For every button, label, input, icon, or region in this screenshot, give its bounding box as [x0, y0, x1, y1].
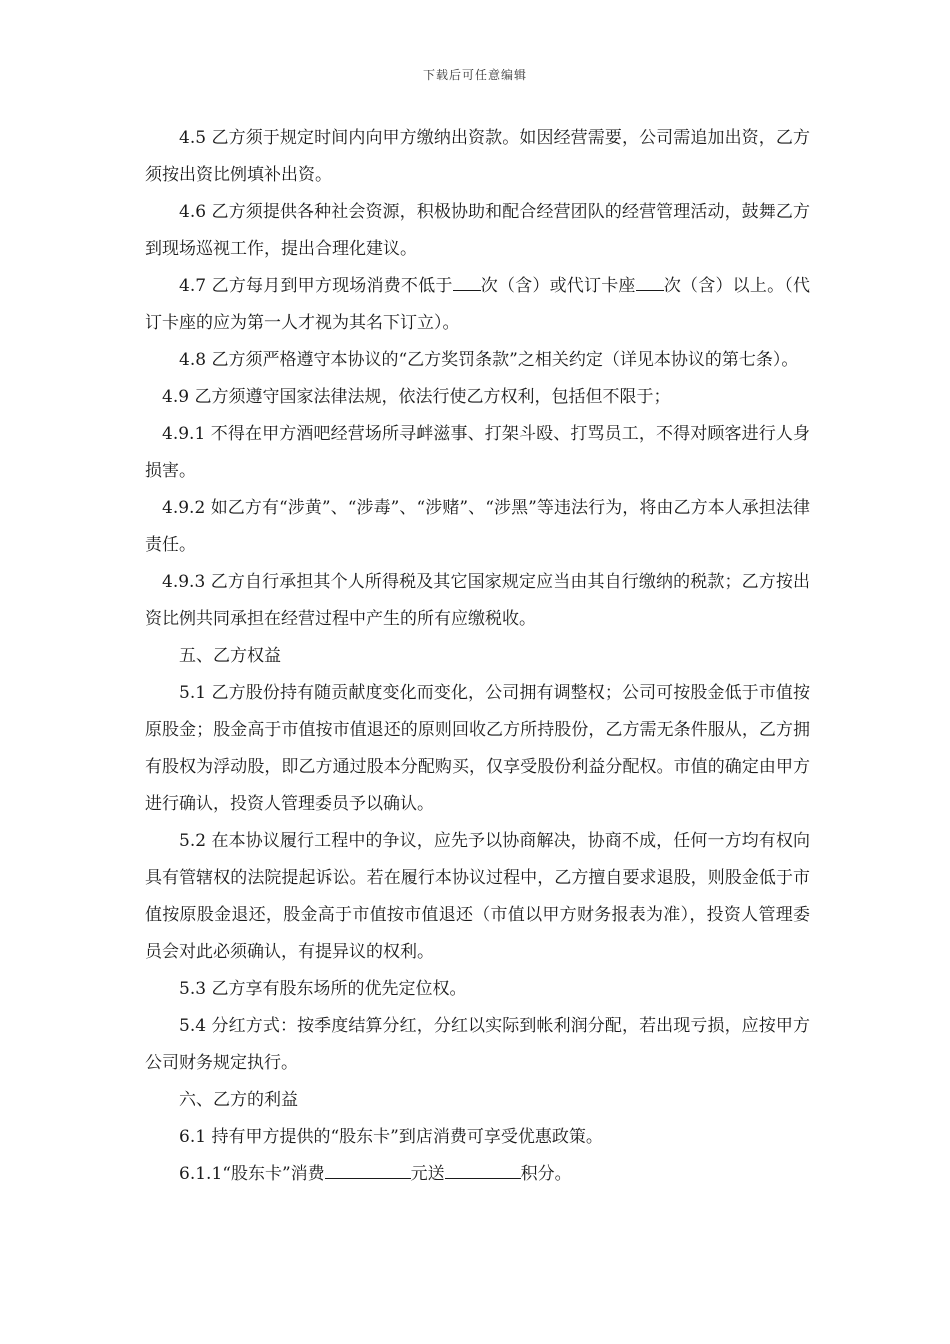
clause-5-4: 5.4 分红方式：按季度结算分红，分红以实际到帐利润分配，若出现亏损，应按甲方公司财务规定执行。	[145, 1016, 810, 1073]
blank-line	[636, 272, 664, 291]
clause-4-7-part1: 4.7 乙方每月到甲方现场消费不低于	[179, 276, 453, 296]
clause-6-1-1	[145, 1156, 810, 1193]
clause-4-9: 4.9 乙方须遵守国家法律法规，依法行使乙方权利，包括但不限于；	[162, 387, 671, 407]
clause-4-7	[145, 268, 810, 342]
clause-4-9-3: 4.9.3 乙方自行承担其个人所得税及其它国家规定应当由其自行缴纳的税款；乙方按出资比例共同承担在经营过程中产生的所有应缴税收。	[145, 572, 810, 629]
clause-6-1-1-part1: 6.1.1“股东卡”消费	[179, 1164, 325, 1184]
document-body	[145, 120, 810, 1193]
section-6-heading: 六、乙方的利益	[179, 1090, 298, 1110]
clause-5-3: 5.3 乙方享有股东场所的优先定位权。	[179, 979, 467, 999]
clause-6-1-1-part3: 积分。	[520, 1164, 572, 1184]
blank-line	[325, 1160, 411, 1179]
section-5-heading: 五、乙方权益	[179, 646, 281, 666]
clause-6-1: 6.1 持有甲方提供的“股东卡”到店消费可享受优惠政策。	[179, 1127, 603, 1147]
page-header: 下载后可任意编辑	[422, 68, 527, 82]
clause-4-9-1: 4.9.1 不得在甲方酒吧经营场所寻衅滋事、打架斗殴、打骂员工，不得对顾客进行人身损害。	[145, 424, 810, 481]
clause-4-5: 4.5 乙方须于规定时间内向甲方缴纳出资款。如因经营需要，公司需追加出资，乙方须按出资比例填补出资。	[145, 128, 810, 185]
clause-5-1: 5.1 乙方股份持有随贡献度变化而变化，公司拥有调整权；公司可按股金低于市值按原股金；股金高于市值按市值退还的原则回收乙方所持股份，乙方需无条件服从，乙方拥有股权为浮动股，即乙方通过股本分配购买，仅享受股份利益分配权。市值的确定由甲方进行确认，投资人管理委员予以确认。	[145, 683, 810, 814]
clause-6-1-1-part2: 元送	[410, 1164, 445, 1184]
clause-4-9-2: 4.9.2 如乙方有“涉黄”、“涉毒”、“涉赌”、“涉黑”等违法行为，将由乙方本人承担法律责任。	[145, 498, 810, 555]
blank-line	[453, 272, 481, 291]
clause-4-6: 4.6 乙方须提供各种社会资源，积极协助和配合经营团队的经营管理活动，鼓舞乙方到现场巡视工作，提出合理化建议。	[145, 202, 810, 259]
clause-5-2: 5.2 在本协议履行工程中的争议，应先予以协商解决，协商不成，任何一方均有权向具有管辖权的法院提起诉讼。若在履行本协议过程中，乙方擅自要求退股，则股金低于市值按原股金退还，股金高于市值按市值退还（市值以甲方财务报表为准），投资人管理委员会对此必须确认，有提异议的权利。	[145, 831, 810, 962]
blank-line	[445, 1160, 521, 1179]
clause-4-7-part2: 次（含）或代订卡座	[480, 276, 636, 296]
clause-4-7-part3: 次（含）以上。（代订卡座的应为第一人才视为其名下订立）。	[145, 276, 811, 333]
clause-4-8: 4.8 乙方须严格遵守本协议的“乙方奖罚条款”之相关约定（详见本协议的第七条）。	[179, 350, 799, 370]
